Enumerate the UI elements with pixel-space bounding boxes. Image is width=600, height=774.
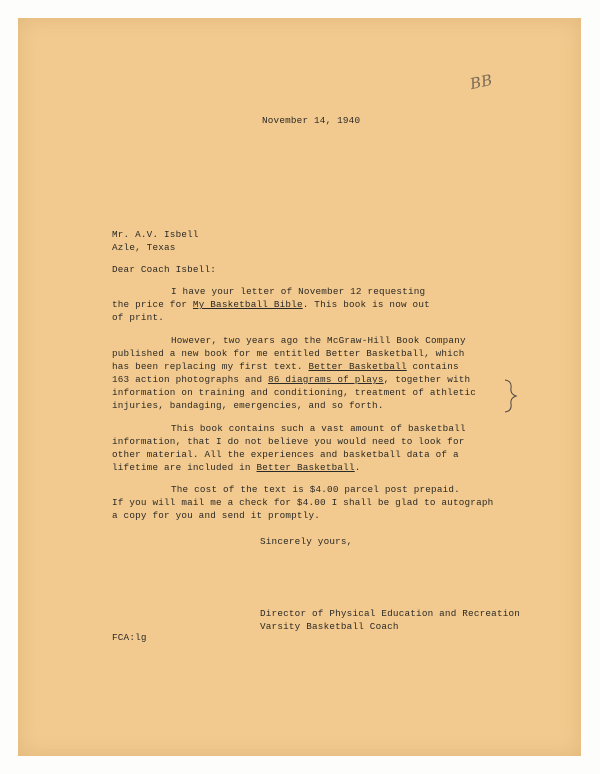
paragraph-2-line-3 [112, 361, 459, 372]
text-segment: 163 action photographs and [112, 374, 269, 385]
closing: Sincerely yours, [260, 536, 353, 547]
signature-title-1: Director of Physical Education and Recreation [260, 608, 521, 619]
text-segment: , together with [383, 374, 471, 385]
paragraph-2-line-5: information on training and conditioning, treatment of athletic [112, 387, 477, 398]
paragraph-1-line-3: of print. [112, 312, 165, 323]
paragraph-2-line-1: However, two years ago the McGraw-Hill Book Company [171, 335, 466, 346]
book-title-better-basketball-2: Better Basketball [256, 462, 355, 473]
paragraph-4-line-2: If you will mail me a check for $4.00 I shall be glad to autograph [112, 497, 494, 508]
book-title-better-basketball: Better Basketball [308, 361, 407, 372]
paragraph-3-line-3: other material. All the experiences and basketball data of a [112, 449, 459, 460]
paragraph-3-line-2: information, that I do not believe you would need to look for [112, 436, 465, 447]
recipient-name: Mr. A.V. Isbell [112, 229, 199, 240]
paragraph-2-line-4 [112, 374, 470, 385]
paragraph-3-line-4 [112, 462, 361, 473]
paragraph-2-line-6: injuries, bandaging, emergencies, and so forth. [112, 400, 384, 411]
handwritten-brace-mark [503, 378, 519, 414]
recipient-city: Azle, Texas [112, 242, 176, 253]
text-segment: lifetime are included in [112, 462, 257, 473]
text-segment: . [354, 462, 361, 473]
signature-title-2: Varsity Basketball Coach [260, 621, 399, 632]
paragraph-4-line-3: a copy for you and send it promptly. [112, 510, 321, 521]
paragraph-1-line-2 [112, 299, 430, 310]
underlined-diagrams: 86 diagrams of plays [268, 374, 384, 385]
text-segment: . This book is now out [302, 299, 430, 310]
letter-date: November 14, 1940 [262, 115, 361, 126]
text-segment: has been replacing my first text. [112, 361, 309, 372]
salutation: Dear Coach Isbell: [112, 264, 217, 275]
paragraph-3-line-1: This book contains such a vast amount of basketball [171, 423, 466, 434]
paragraph-1-line-1: I have your letter of November 12 requesting [171, 286, 426, 297]
paragraph-2-line-2: published a new book for me entitled Better Basketball, which [112, 348, 465, 359]
letter-page [18, 18, 581, 756]
text-segment: the price for [112, 299, 193, 310]
book-title-my-basketball-bible: My Basketball Bible [192, 299, 303, 310]
reference-initials: FCA:lg [112, 632, 147, 643]
handwritten-annotation: BB [468, 70, 495, 94]
paragraph-4-line-1: The cost of the text is $4.00 parcel post prepaid. [171, 484, 460, 495]
text-segment: contains [406, 361, 459, 372]
